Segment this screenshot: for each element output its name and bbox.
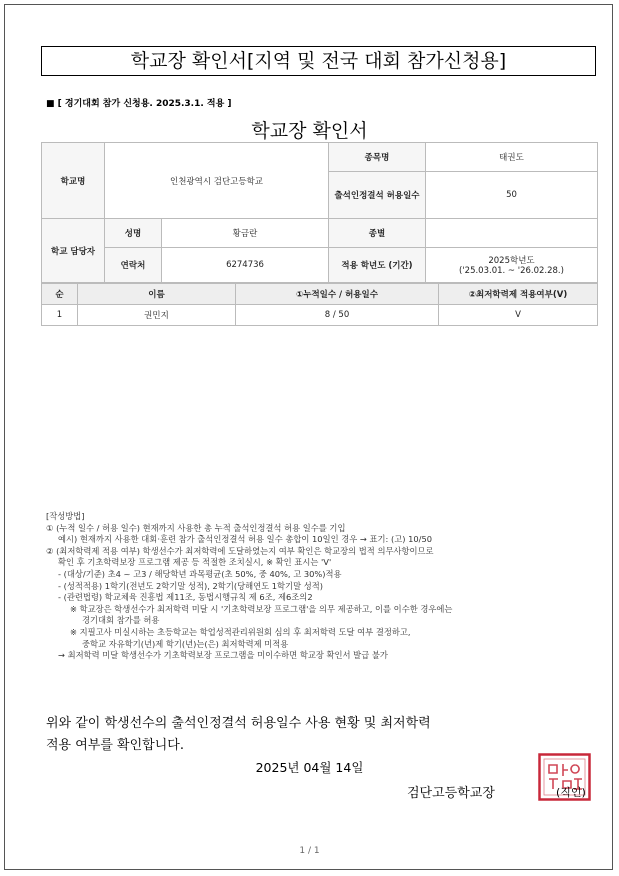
row-no: 1 (42, 305, 78, 326)
stamp-label: (직인) (556, 786, 586, 799)
issue-date: 2025년 04월 14일 (255, 760, 364, 775)
allow-days-label: 출석인정결석 허용일수 (329, 172, 426, 219)
table-row (42, 305, 598, 326)
note-line: 중학교 자유학기(년)제 학기(년)는(은) 최저학력제 미적용 (82, 638, 289, 649)
allow-days-value: 50 (426, 172, 598, 219)
note-line: 예시) 현재까지 사용한 대회·훈련 참가 출석인정결석 허용 일수 총합이 10일인 경우 → 표기: (고) 10/50 (58, 534, 433, 545)
row-applied: V (439, 305, 598, 326)
contact-label: 연락처 (105, 248, 162, 283)
document-title: 학교장 확인서 (251, 120, 368, 142)
note-line: ※ 학교장은 학생선수가 최저학력 미달 시 '기초학력보장 프로그램'을 의무 제공하고, 이를 이수한 경우에는 (70, 603, 453, 614)
contact-value: 6274736 (162, 248, 329, 283)
sport-label: 종목명 (329, 143, 426, 172)
year-value: 2025학년도 (488, 256, 535, 266)
row-name: 권민지 (78, 305, 236, 326)
note-line: - (대상/기준) 초4 ~ 고3 / 해당학년 과목평균(초 50%, 중 40%, 고 30%)적용 (58, 568, 342, 579)
header-note: ■ [ 경기대회 참가 신청용. 2025.3.1. 적용 ] (46, 99, 232, 109)
note-line: 경기대회 참가를 허용 (82, 615, 160, 626)
instructions (46, 511, 452, 662)
name-label: 성명 (105, 219, 162, 248)
confirmation-text (46, 713, 431, 757)
year-cell (426, 248, 598, 283)
page-number: 1 / 1 (299, 846, 320, 856)
year-period: ('25.03.01. ~ '26.02.28.) (459, 266, 564, 276)
note-line: - (관련법령) 학교체육 진흥법 제11조, 동법시행규칙 제 6조, 제6조의2 (58, 592, 313, 603)
note-line: 확인 후 기초학력보장 프로그램 제공 등 적절한 조치실시, ※ 확인 표시는 'V' (58, 557, 332, 568)
note-line: → 최저학력 미달 학생선수가 기초학력보장 프로그램을 미이수하면 학교장 확인서 발급 불가 (58, 650, 388, 661)
col-header-days: ①누적일수 / 허용일수 (236, 284, 439, 305)
note-line: [작성방법] (46, 511, 85, 521)
info-table (41, 142, 598, 283)
name-value: 황금란 (162, 219, 329, 248)
confirm-line-1: 위와 같이 학생선수의 출석인정결석 허용일수 사용 현황 및 최저학력 (46, 716, 431, 731)
signer-name: 검단고등학교장 (407, 786, 495, 801)
rank-label: 종별 (329, 219, 426, 248)
top-title: 학교장 확인서[지역 및 전국 대회 참가신청용] (41, 46, 596, 76)
rank-value (426, 219, 598, 248)
note-line: - (성적적용) 1학기(전년도 2학기말 성적), 2학기(당해연도 1학기말 성적) (58, 580, 324, 591)
manager-label: 학교 담당자 (42, 219, 105, 283)
school-value: 인천광역시 검단고등학교 (105, 143, 329, 219)
col-header-applied: ②최저학력제 적용여부(V) (439, 284, 598, 305)
col-header-name: 이름 (78, 284, 236, 305)
row-days: 8 / 50 (236, 305, 439, 326)
sport-value: 태권도 (426, 143, 598, 172)
school-label: 학교명 (42, 143, 105, 219)
col-header-no: 순 (42, 284, 78, 305)
note-line: ※ 지필고사 미실시하는 초등학교는 학업성적관리위원회 심의 후 최저학력 도달 여부 결정하고, (70, 626, 411, 637)
year-label: 적용 학년도 (기간) (329, 248, 426, 283)
note-line: ① (누적 일수 / 허용 일수) 현재까지 사용한 총 누적 출석인정결석 허용 일수를 기입 (46, 522, 346, 533)
athlete-table (41, 283, 598, 326)
note-line: ② (최저학력제 적용 여부) 학생선수가 최저학력에 도달하였는지 여부 확인은 학교장의 법적 의무사항이므로 (46, 545, 434, 556)
confirm-line-2: 적용 여부를 확인합니다. (46, 738, 184, 753)
